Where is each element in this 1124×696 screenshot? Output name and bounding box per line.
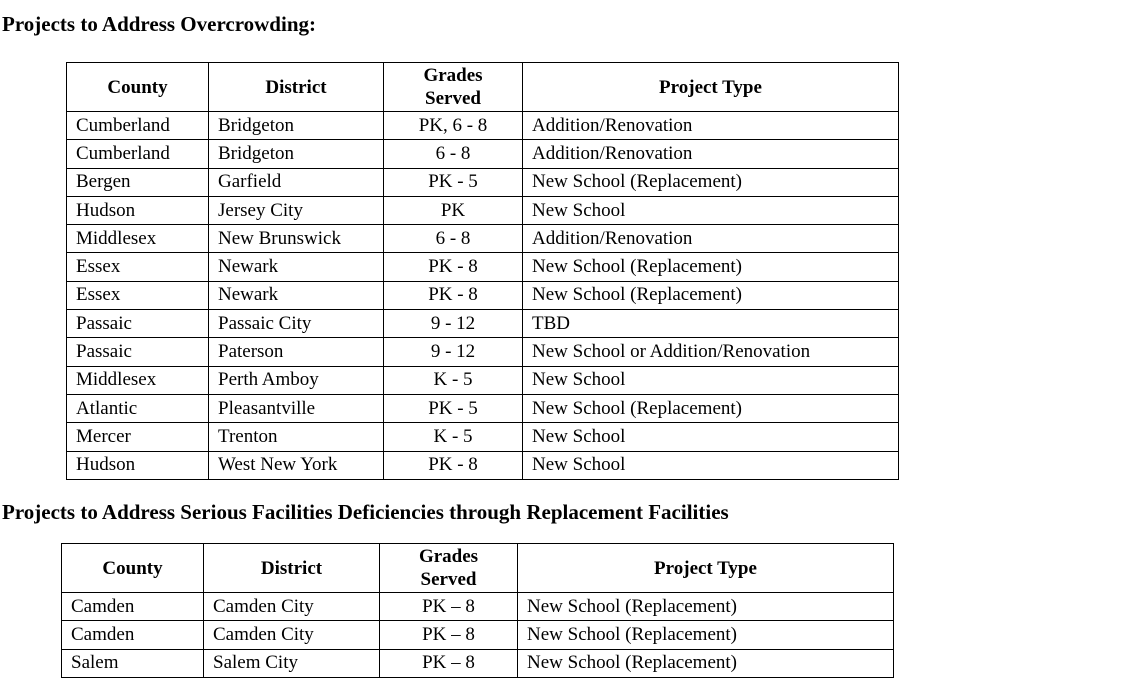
grades-header-line1: Grades	[418, 546, 479, 567]
cell-project-type: New School	[523, 196, 899, 224]
cell-county: Hudson	[67, 451, 209, 479]
cell-project-type: New School (Replacement)	[523, 168, 899, 196]
cell-project-type: Addition/Renovation	[523, 225, 899, 253]
cell-district: Garfield	[209, 168, 384, 196]
table-row	[62, 621, 894, 649]
cell-project-type: Addition/Renovation	[523, 140, 899, 168]
cell-grades-served: 6 - 8	[384, 140, 523, 168]
table-row	[67, 168, 899, 196]
cell-grades-served: 9 - 12	[384, 310, 523, 338]
cell-district: New Brunswick	[209, 225, 384, 253]
table-row	[67, 112, 899, 140]
cell-district: Passaic City	[209, 310, 384, 338]
table-row	[67, 338, 899, 366]
column-header-district: District	[204, 544, 380, 593]
column-header-county: County	[67, 63, 209, 112]
table-row	[67, 310, 899, 338]
cell-grades-served: PK - 8	[384, 451, 523, 479]
cell-grades-served: PK - 5	[384, 168, 523, 196]
cell-district: West New York	[209, 451, 384, 479]
cell-county: Camden	[62, 621, 204, 649]
overcrowding-projects-table	[66, 62, 899, 480]
cell-grades-served: K - 5	[384, 423, 523, 451]
cell-county: Middlesex	[67, 225, 209, 253]
cell-county: Hudson	[67, 196, 209, 224]
table-row	[67, 366, 899, 394]
cell-district: Newark	[209, 253, 384, 281]
cell-district: Paterson	[209, 338, 384, 366]
cell-grades-served: PK – 8	[380, 621, 518, 649]
cell-county: Cumberland	[67, 112, 209, 140]
cell-district: Salem City	[204, 649, 380, 677]
cell-project-type: New School	[523, 366, 899, 394]
cell-county: Salem	[62, 649, 204, 677]
cell-county: Passaic	[67, 310, 209, 338]
cell-county: Essex	[67, 281, 209, 309]
column-header-grades-served	[384, 63, 523, 112]
cell-project-type: New School (Replacement)	[518, 649, 894, 677]
column-header-county: County	[62, 544, 204, 593]
table-header-row	[62, 544, 894, 593]
table-row	[62, 649, 894, 677]
column-header-grades-served	[380, 544, 518, 593]
table-row	[67, 281, 899, 309]
cell-county: Cumberland	[67, 140, 209, 168]
cell-district: Jersey City	[209, 196, 384, 224]
cell-district: Pleasantville	[209, 394, 384, 422]
grades-header-line1: Grades	[423, 65, 483, 86]
table-row	[67, 196, 899, 224]
cell-district: Camden City	[204, 621, 380, 649]
cell-county: Atlantic	[67, 394, 209, 422]
cell-project-type: New School (Replacement)	[523, 394, 899, 422]
cell-county: Essex	[67, 253, 209, 281]
cell-project-type: New School (Replacement)	[518, 621, 894, 649]
cell-grades-served: PK, 6 - 8	[384, 112, 523, 140]
table-body	[62, 593, 894, 678]
cell-grades-served: PK - 8	[384, 253, 523, 281]
cell-grades-served: 9 - 12	[384, 338, 523, 366]
cell-grades-served: PK - 5	[384, 394, 523, 422]
cell-grades-served: PK	[384, 196, 523, 224]
cell-district: Bridgeton	[209, 112, 384, 140]
table-row	[67, 253, 899, 281]
cell-project-type: New School	[523, 423, 899, 451]
cell-grades-served: PK - 8	[384, 281, 523, 309]
cell-project-type: New School	[523, 451, 899, 479]
cell-district: Newark	[209, 281, 384, 309]
grades-header-line2: Served	[420, 569, 477, 590]
table-body	[67, 112, 899, 480]
cell-grades-served: 6 - 8	[384, 225, 523, 253]
cell-district: Perth Amboy	[209, 366, 384, 394]
column-header-project-type: Project Type	[518, 544, 894, 593]
cell-county: Passaic	[67, 338, 209, 366]
table-row	[67, 225, 899, 253]
section-heading-facilities-deficiencies: Projects to Address Serious Facilities Deficiencies through Replacement Facilities	[2, 500, 729, 524]
cell-district: Camden City	[204, 593, 380, 621]
cell-county: Camden	[62, 593, 204, 621]
cell-project-type: Addition/Renovation	[523, 112, 899, 140]
cell-county: Mercer	[67, 423, 209, 451]
table-row	[67, 423, 899, 451]
table-row	[67, 140, 899, 168]
grades-header-line2: Served	[425, 88, 481, 109]
table-header-row	[67, 63, 899, 112]
column-header-district: District	[209, 63, 384, 112]
cell-grades-served: PK – 8	[380, 649, 518, 677]
cell-district: Trenton	[209, 423, 384, 451]
table-row	[67, 394, 899, 422]
cell-grades-served: K - 5	[384, 366, 523, 394]
cell-project-type: New School (Replacement)	[518, 593, 894, 621]
cell-project-type: TBD	[523, 310, 899, 338]
cell-county: Bergen	[67, 168, 209, 196]
cell-project-type: New School (Replacement)	[523, 281, 899, 309]
cell-district: Bridgeton	[209, 140, 384, 168]
facilities-deficiencies-projects-table	[61, 543, 894, 678]
cell-county: Middlesex	[67, 366, 209, 394]
cell-project-type: New School (Replacement)	[523, 253, 899, 281]
cell-project-type: New School or Addition/Renovation	[523, 338, 899, 366]
section-heading-overcrowding: Projects to Address Overcrowding:	[2, 12, 316, 36]
table-row	[62, 593, 894, 621]
cell-grades-served: PK – 8	[380, 593, 518, 621]
column-header-project-type: Project Type	[523, 63, 899, 112]
table-row	[67, 451, 899, 479]
